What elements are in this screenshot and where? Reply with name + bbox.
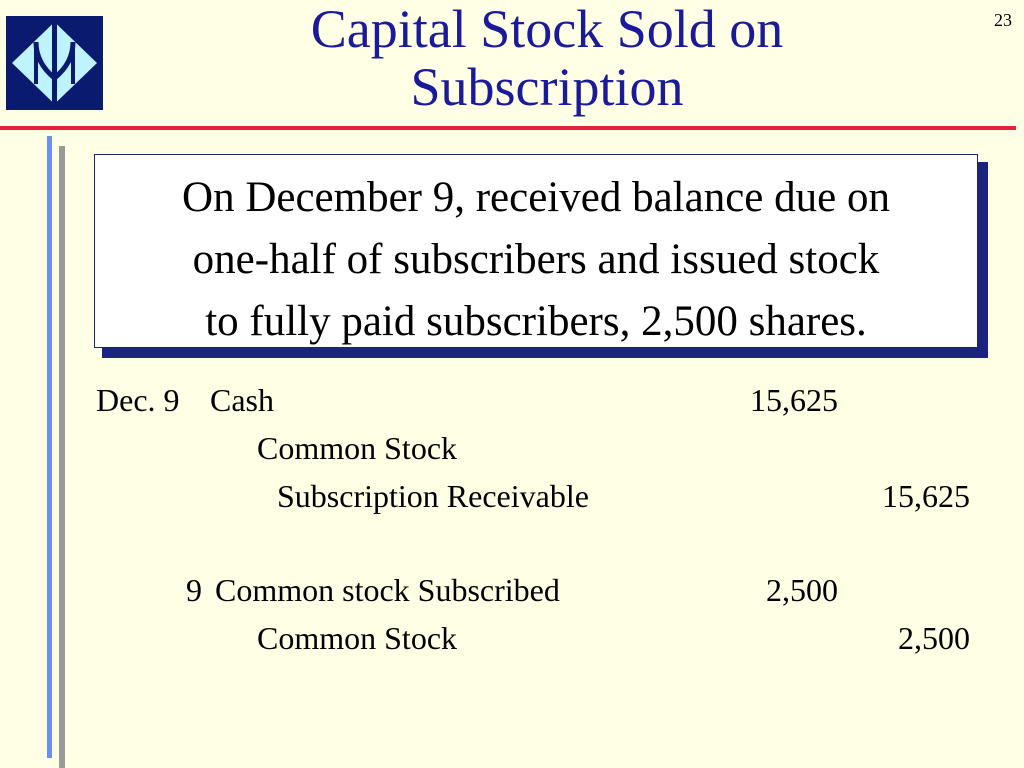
slide-number: 23 bbox=[994, 10, 1012, 30]
slide-title-line-2: Subscription bbox=[410, 57, 684, 117]
diamond-logo-icon bbox=[6, 16, 103, 110]
entry-1-date: Dec. 9 bbox=[96, 382, 180, 418]
entry-2-credit-amount: 2,500 bbox=[898, 620, 970, 656]
logo bbox=[6, 16, 103, 110]
slide-title-line-1: Capital Stock Sold on bbox=[310, 0, 784, 59]
entry-1-credit-account-2: Subscription Receivable bbox=[277, 478, 589, 514]
entry-1-credit-amount: 15,625 bbox=[882, 478, 970, 514]
callout-line-2: one-half of subscribers and issued stock bbox=[192, 236, 880, 283]
entry-2-day: 9 bbox=[186, 572, 202, 608]
entry-2-debit-amount: 2,500 bbox=[766, 572, 838, 608]
entry-1-debit-amount: 15,625 bbox=[750, 382, 838, 418]
journal-entries bbox=[0, 376, 1024, 676]
entry-1-debit-account: Cash bbox=[210, 382, 274, 418]
entry-2-credit-account: Common Stock bbox=[257, 620, 458, 656]
title-divider bbox=[0, 126, 1016, 130]
entry-2-debit-account: Common stock Subscribed bbox=[215, 572, 560, 608]
entry-1-credit-account-1: Common Stock bbox=[257, 430, 458, 466]
slide-title bbox=[210, 0, 884, 116]
callout-box bbox=[94, 154, 978, 348]
callout-line-1: On December 9, received balance due on bbox=[182, 174, 890, 221]
callout-line-3: to fully paid subscribers, 2,500 shares. bbox=[205, 298, 867, 345]
